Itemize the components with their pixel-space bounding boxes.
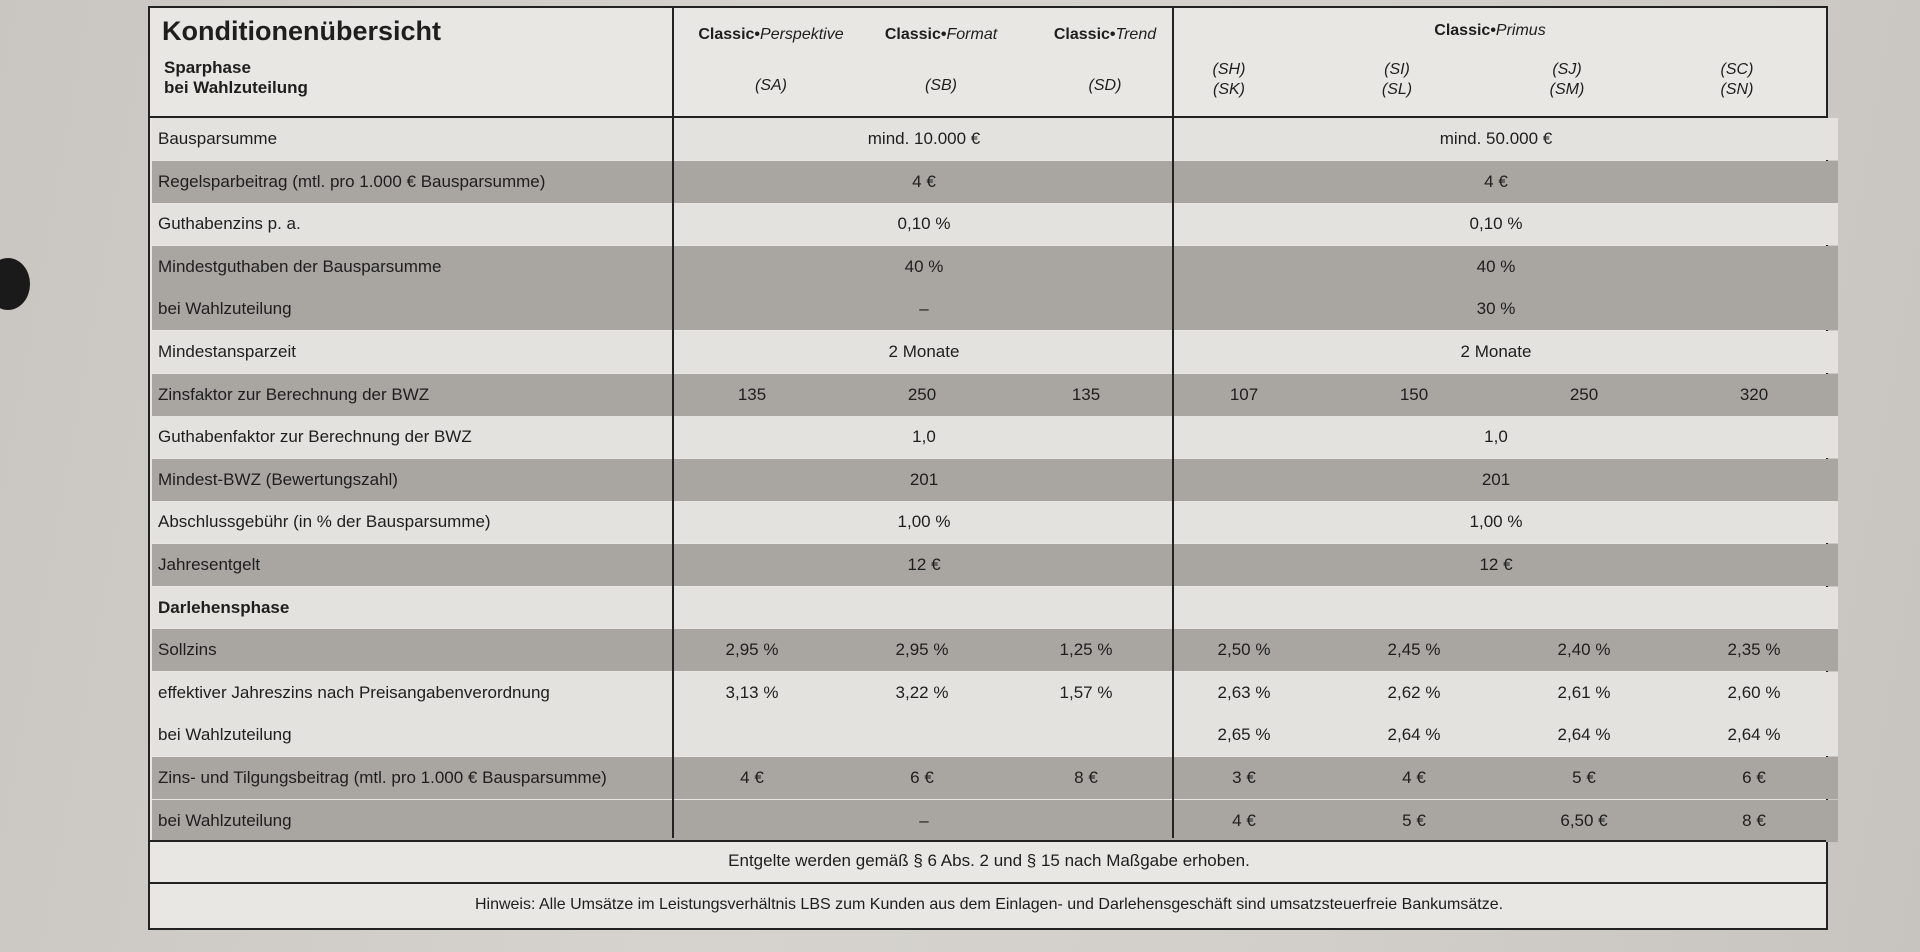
code-sd: (SD) bbox=[1088, 77, 1122, 94]
header-divider bbox=[150, 116, 1826, 118]
value-cell: 2,50 % bbox=[1217, 640, 1271, 660]
value-cell-merged-left: 2 Monate bbox=[888, 342, 960, 361]
table-row bbox=[152, 587, 1838, 629]
value-cell-merged-right: 0,10 % bbox=[1469, 214, 1523, 234]
row-label: Guthabenzins p. a. bbox=[158, 214, 301, 234]
value-cell-merged-right: 30 % bbox=[1476, 299, 1516, 319]
row-label: Guthabenfaktor zur Berechnung der BWZ bbox=[158, 427, 472, 447]
code-pair-2: (SI) (SL) bbox=[1381, 61, 1413, 98]
value-cell-merged-right: 12 € bbox=[1479, 555, 1513, 574]
value-cell: 4 € bbox=[1232, 810, 1256, 830]
value-cell-merged-right: mind. 50.000 € bbox=[1439, 129, 1553, 148]
value-cell: 2,35 % bbox=[1727, 640, 1781, 660]
value-cell-merged-left: 40 % bbox=[904, 256, 944, 276]
value-cell: 2,64 % bbox=[1387, 725, 1441, 745]
value-cell: 8 € bbox=[1074, 768, 1098, 787]
value-cell-merged-left: 201 bbox=[909, 469, 939, 489]
value-cell: 107 bbox=[1229, 384, 1259, 404]
table-row bbox=[152, 416, 1838, 458]
value-cell: 4 € bbox=[1402, 768, 1426, 787]
code-sb: (SB) bbox=[925, 77, 957, 94]
value-cell bbox=[842, 714, 1002, 756]
value-cell-merged-left: – bbox=[919, 810, 929, 830]
row-label: bei Wahlzuteilung bbox=[158, 725, 292, 745]
row-label: bei Wahlzuteilung bbox=[158, 299, 292, 319]
value-cell: 2,40 % bbox=[1557, 640, 1611, 660]
row-label: Zins- und Tilgungsbeitrag (mtl. pro 1.000 € Bausparsumme) bbox=[158, 768, 607, 787]
hinweis-divider bbox=[150, 882, 1826, 884]
col-head-perspektive: Classic•Perspektive bbox=[698, 26, 844, 43]
row-label: Abschlussgebühr (in % der Bausparsumme) bbox=[158, 512, 491, 532]
value-cell: 6 € bbox=[910, 768, 934, 787]
value-cell: 5 € bbox=[1402, 810, 1426, 830]
value-cell bbox=[1006, 714, 1166, 756]
value-cell: 3 € bbox=[1232, 768, 1256, 787]
value-cell: 2,45 % bbox=[1387, 640, 1441, 660]
value-cell bbox=[672, 714, 832, 756]
value-cell: 2,64 % bbox=[1557, 725, 1611, 745]
value-cell: 5 € bbox=[1572, 768, 1596, 787]
label-column-divider bbox=[672, 8, 674, 838]
value-cell-merged-right: 40 % bbox=[1476, 256, 1516, 276]
value-cell-merged-left: 0,10 % bbox=[897, 214, 951, 234]
fee-footnote: Entgelte werden gemäß § 6 Abs. 2 und § 15 nach Maßgabe erhoben. bbox=[728, 851, 1250, 870]
value-cell: 3,22 % bbox=[895, 682, 949, 702]
table-row bbox=[152, 161, 1838, 203]
value-cell-merged-left: – bbox=[919, 299, 929, 319]
row-label: Jahresentgelt bbox=[158, 555, 261, 574]
group-divider bbox=[1172, 8, 1174, 838]
value-cell-merged-right: 2 Monate bbox=[1460, 342, 1532, 361]
phase-heading bbox=[164, 58, 308, 98]
value-cell: 6 € bbox=[1742, 768, 1766, 787]
value-cell: 1,57 % bbox=[1059, 682, 1113, 702]
value-cell: 135 bbox=[1071, 384, 1101, 404]
value-cell-merged-left: 1,00 % bbox=[897, 512, 951, 532]
punch-hole bbox=[0, 258, 30, 310]
value-cell-merged-left: 4 € bbox=[912, 171, 936, 191]
value-cell: 2,63 % bbox=[1217, 682, 1271, 702]
value-cell: 2,62 % bbox=[1387, 682, 1441, 702]
row-label: Sollzins bbox=[158, 640, 217, 660]
value-cell: 250 bbox=[907, 384, 937, 404]
phase-label: Sparphase bbox=[164, 58, 251, 77]
table-row bbox=[152, 672, 1838, 714]
value-cell: 1,25 % bbox=[1059, 640, 1113, 660]
value-cell: 2,95 % bbox=[725, 640, 779, 660]
value-cell: 2,64 % bbox=[1727, 725, 1781, 745]
hinweis-note: Hinweis: Alle Umsätze im Leistungsverhältnis LBS zum Kunden aus dem Einlagen- und Darlehensgeschäft sind umsatzsteuerfreie Bankumsätze. bbox=[474, 896, 1504, 913]
table-title: Konditionenübersicht bbox=[162, 16, 441, 46]
table-row bbox=[152, 757, 1838, 799]
table-row bbox=[152, 246, 1838, 288]
code-pair-1: (SH) (SK) bbox=[1212, 61, 1246, 98]
value-cell: 250 bbox=[1569, 384, 1599, 404]
row-label: effektiver Jahreszins nach Preisangabenverordnung bbox=[158, 682, 550, 702]
row-label: Zinsfaktor zur Berechnung der BWZ bbox=[158, 384, 430, 404]
col-head-trend: Classic•Trend bbox=[1053, 26, 1157, 43]
table-row bbox=[152, 629, 1838, 671]
value-cell-merged-right: 1,00 % bbox=[1469, 512, 1523, 532]
value-cell: 4 € bbox=[740, 768, 764, 787]
value-cell: 2,65 % bbox=[1217, 725, 1271, 745]
value-cell: 2,60 % bbox=[1727, 682, 1781, 702]
value-cell: 320 bbox=[1739, 384, 1769, 404]
phase-sublabel: bei Wahlzuteilung bbox=[164, 78, 308, 97]
row-label: bei Wahlzuteilung bbox=[158, 810, 292, 830]
conditions-table bbox=[148, 6, 1828, 930]
row-label: Mindestansparzeit bbox=[158, 342, 296, 361]
footer-divider bbox=[150, 840, 1826, 842]
row-label: Bausparsumme bbox=[158, 129, 278, 148]
table-row bbox=[152, 331, 1838, 373]
value-cell-merged-right: 4 € bbox=[1484, 171, 1508, 191]
value-cell: 8 € bbox=[1742, 810, 1766, 830]
value-cell: 2,61 % bbox=[1557, 682, 1611, 702]
row-label: Regelsparbeitrag (mtl. pro 1.000 € Bausparsumme) bbox=[158, 171, 546, 191]
table-row bbox=[152, 800, 1838, 842]
value-cell: 6,50 € bbox=[1560, 810, 1608, 830]
code-pair-4: (SC) (SN) bbox=[1720, 61, 1754, 98]
value-cell-merged-left: mind. 10.000 € bbox=[867, 129, 981, 148]
value-cell-merged-right: 1,0 bbox=[1484, 427, 1508, 447]
row-label: Mindest-BWZ (Bewertungszahl) bbox=[158, 469, 398, 489]
col-head-primus: Classic•Primus bbox=[1434, 22, 1546, 39]
value-cell-merged-right: 201 bbox=[1481, 469, 1511, 489]
value-cell: 135 bbox=[737, 384, 767, 404]
table-row bbox=[152, 288, 1838, 330]
value-cell: 3,13 % bbox=[725, 682, 779, 702]
table-row bbox=[152, 459, 1838, 501]
value-cell: 2,95 % bbox=[895, 640, 949, 660]
table-row bbox=[152, 118, 1838, 160]
code-sa: (SA) bbox=[755, 77, 787, 94]
code-pair-3: (SJ) (SM) bbox=[1549, 61, 1585, 98]
value-cell-merged-left: 1,0 bbox=[912, 427, 936, 447]
table-row bbox=[152, 714, 1838, 756]
row-label: Mindestguthaben der Bausparsumme bbox=[158, 256, 442, 276]
table-row bbox=[152, 501, 1838, 543]
value-cell: 150 bbox=[1399, 384, 1429, 404]
col-head-format: Classic•Format bbox=[884, 26, 998, 43]
value-cell-merged-left: 12 € bbox=[907, 555, 941, 574]
row-label: Darlehensphase bbox=[158, 597, 290, 617]
table-row bbox=[152, 544, 1838, 586]
table-row bbox=[152, 203, 1838, 245]
table-row bbox=[152, 374, 1838, 416]
